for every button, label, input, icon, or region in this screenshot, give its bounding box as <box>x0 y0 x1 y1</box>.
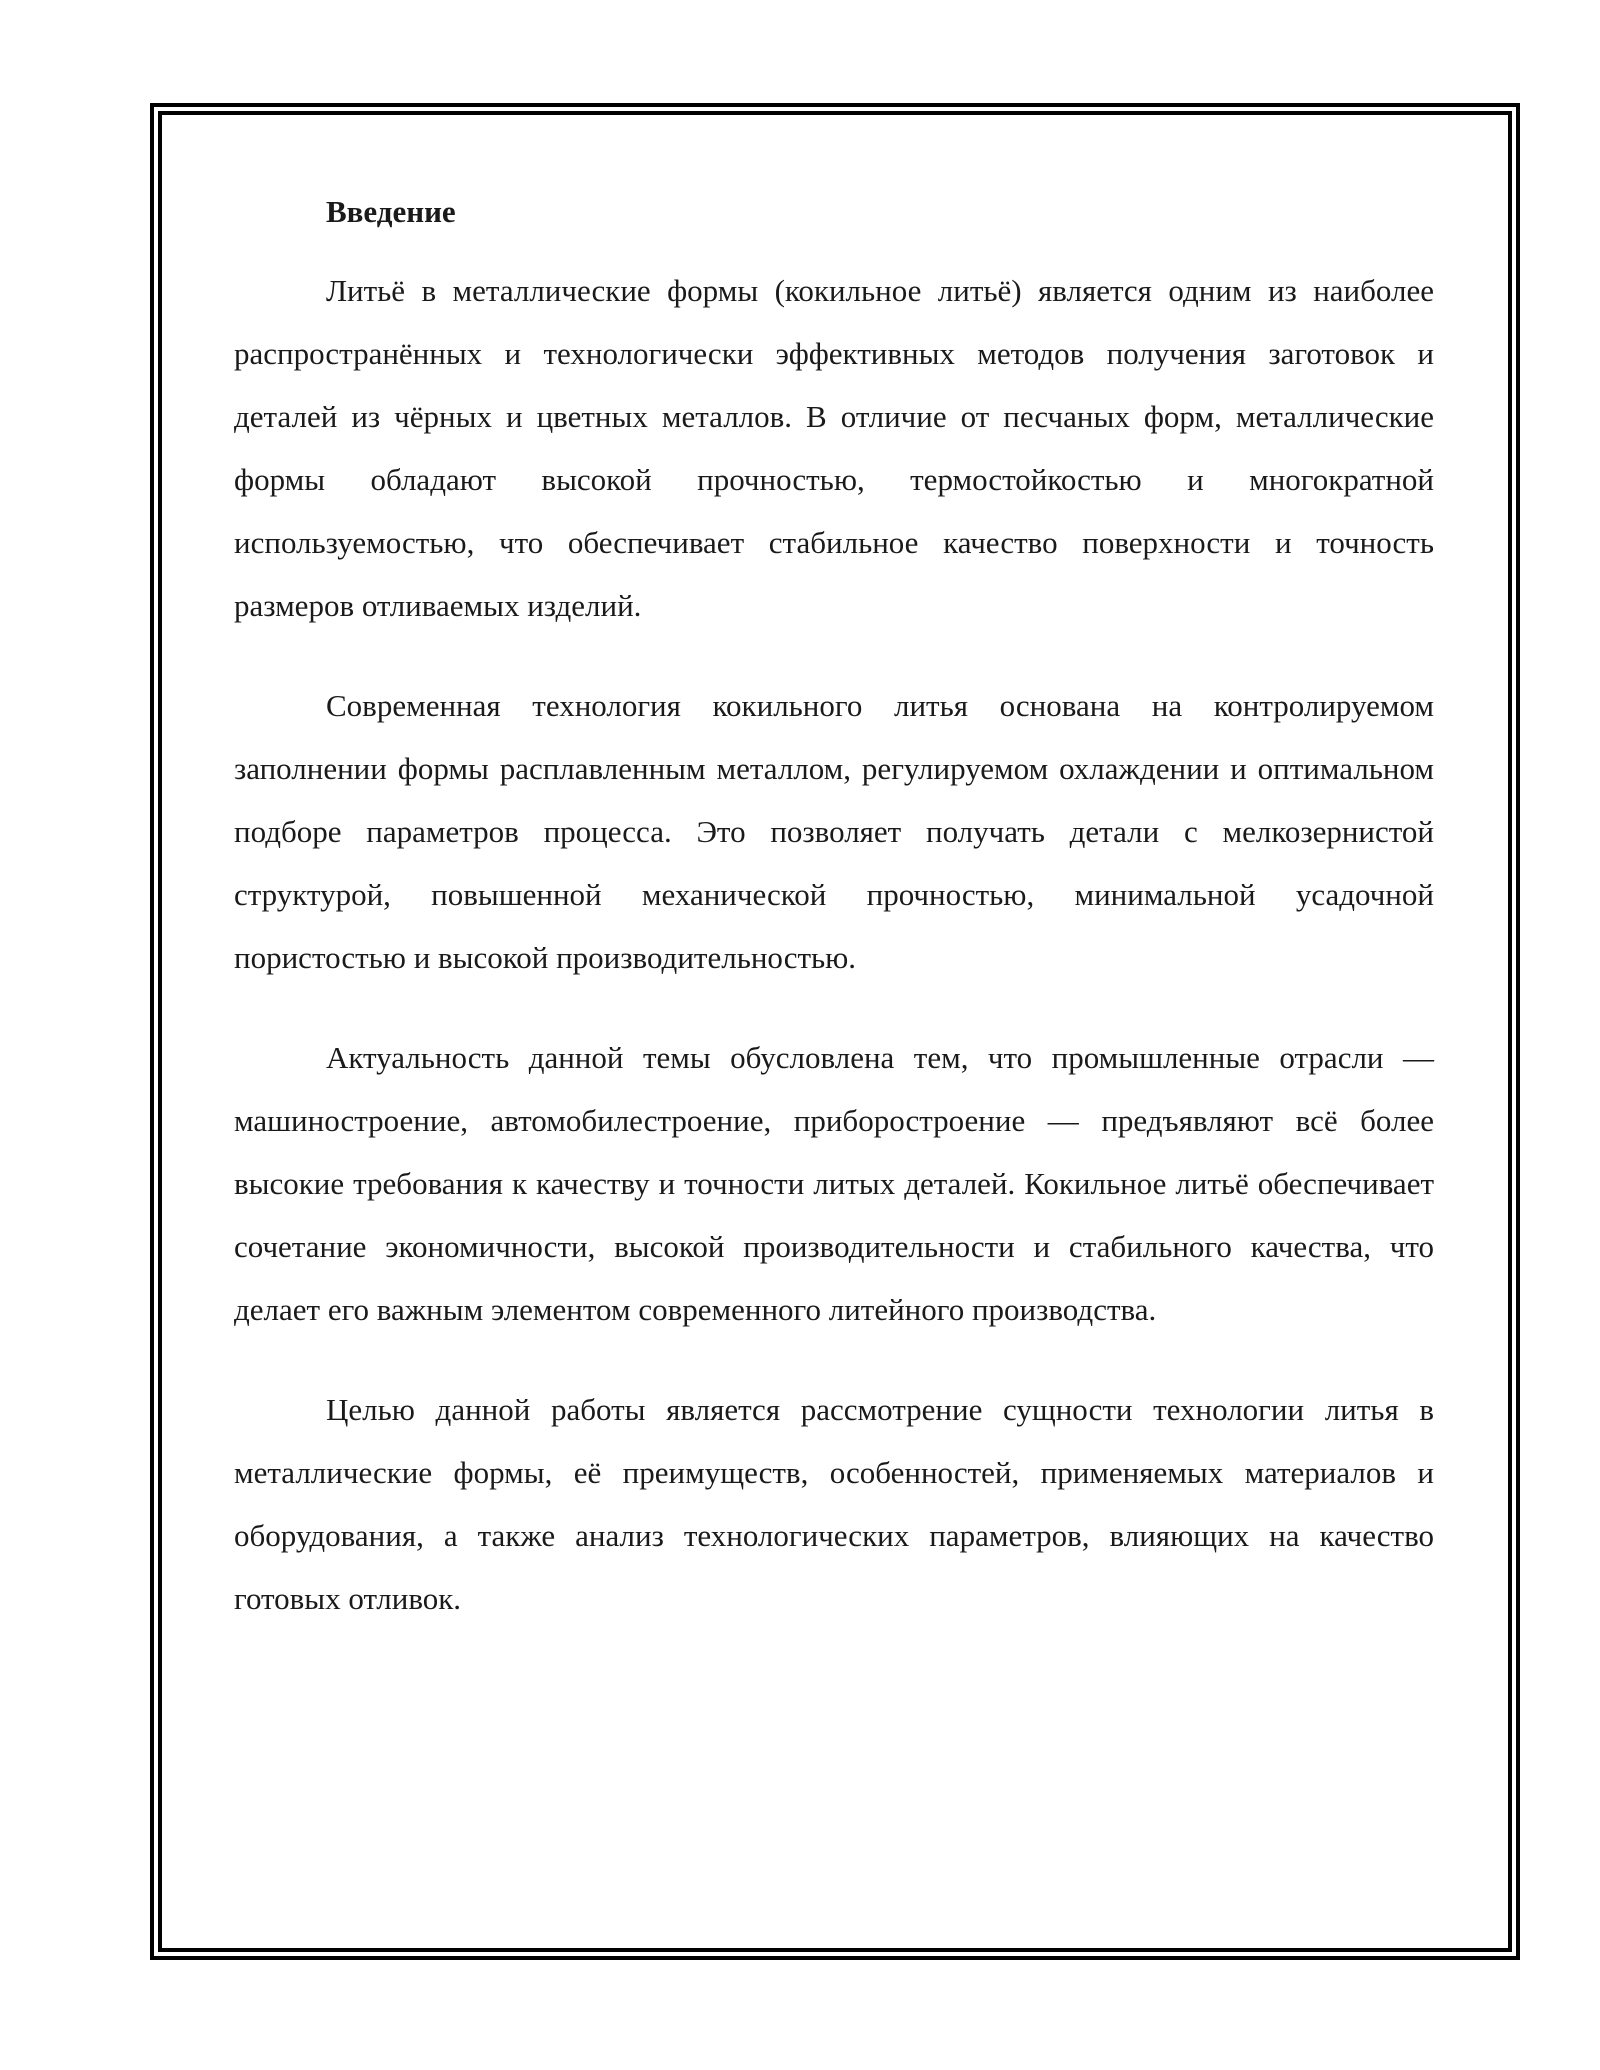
paragraph-technology: Современная технология кокильного литья основана на контролируемом заполнении формы расплавленным металлом, регулируемом охлаждении и оптимальном подборе параметров процесса. Это позволяет получать детали с мелкозернистой структурой, повышенной механической прочностью, минимальной усадочной пористостью и высокой производительностью. <box>234 688 1434 975</box>
section-heading: Введение <box>326 194 456 229</box>
paragraph-intro: Литьё в металлические формы (кокильное литьё) является одним из наиболее распространённых и технологически эффективных методов получения заготовок и деталей из чёрных и цветных металлов. В отличие от песчаных форм, металлические формы обладают высокой прочностью, термостойкостью и многократной используемостью, что обеспечивает стабильное качество поверхности и точность размеров отливаемых изделий. <box>234 273 1434 623</box>
document-body <box>234 180 1434 1667</box>
paragraph-goal: Целью данной работы является рассмотрение сущности технологии литья в металлические формы, её преимуществ, особенностей, применяемых материалов и оборудования, а также анализ технологических параметров, влияющих на качество готовых отливок. <box>234 1392 1434 1616</box>
paragraph-relevance: Актуальность данной темы обусловлена тем, что промышленные отрасли — машиностроение, автомобилестроение, приборостроение — предъявляют всё более высокие требования к качеству и точности литых деталей. Кокильное литьё обеспечивает сочетание экономичности, высокой производительности и стабильного качества, что делает его важным элементом современного литейного производства. <box>234 1040 1434 1327</box>
